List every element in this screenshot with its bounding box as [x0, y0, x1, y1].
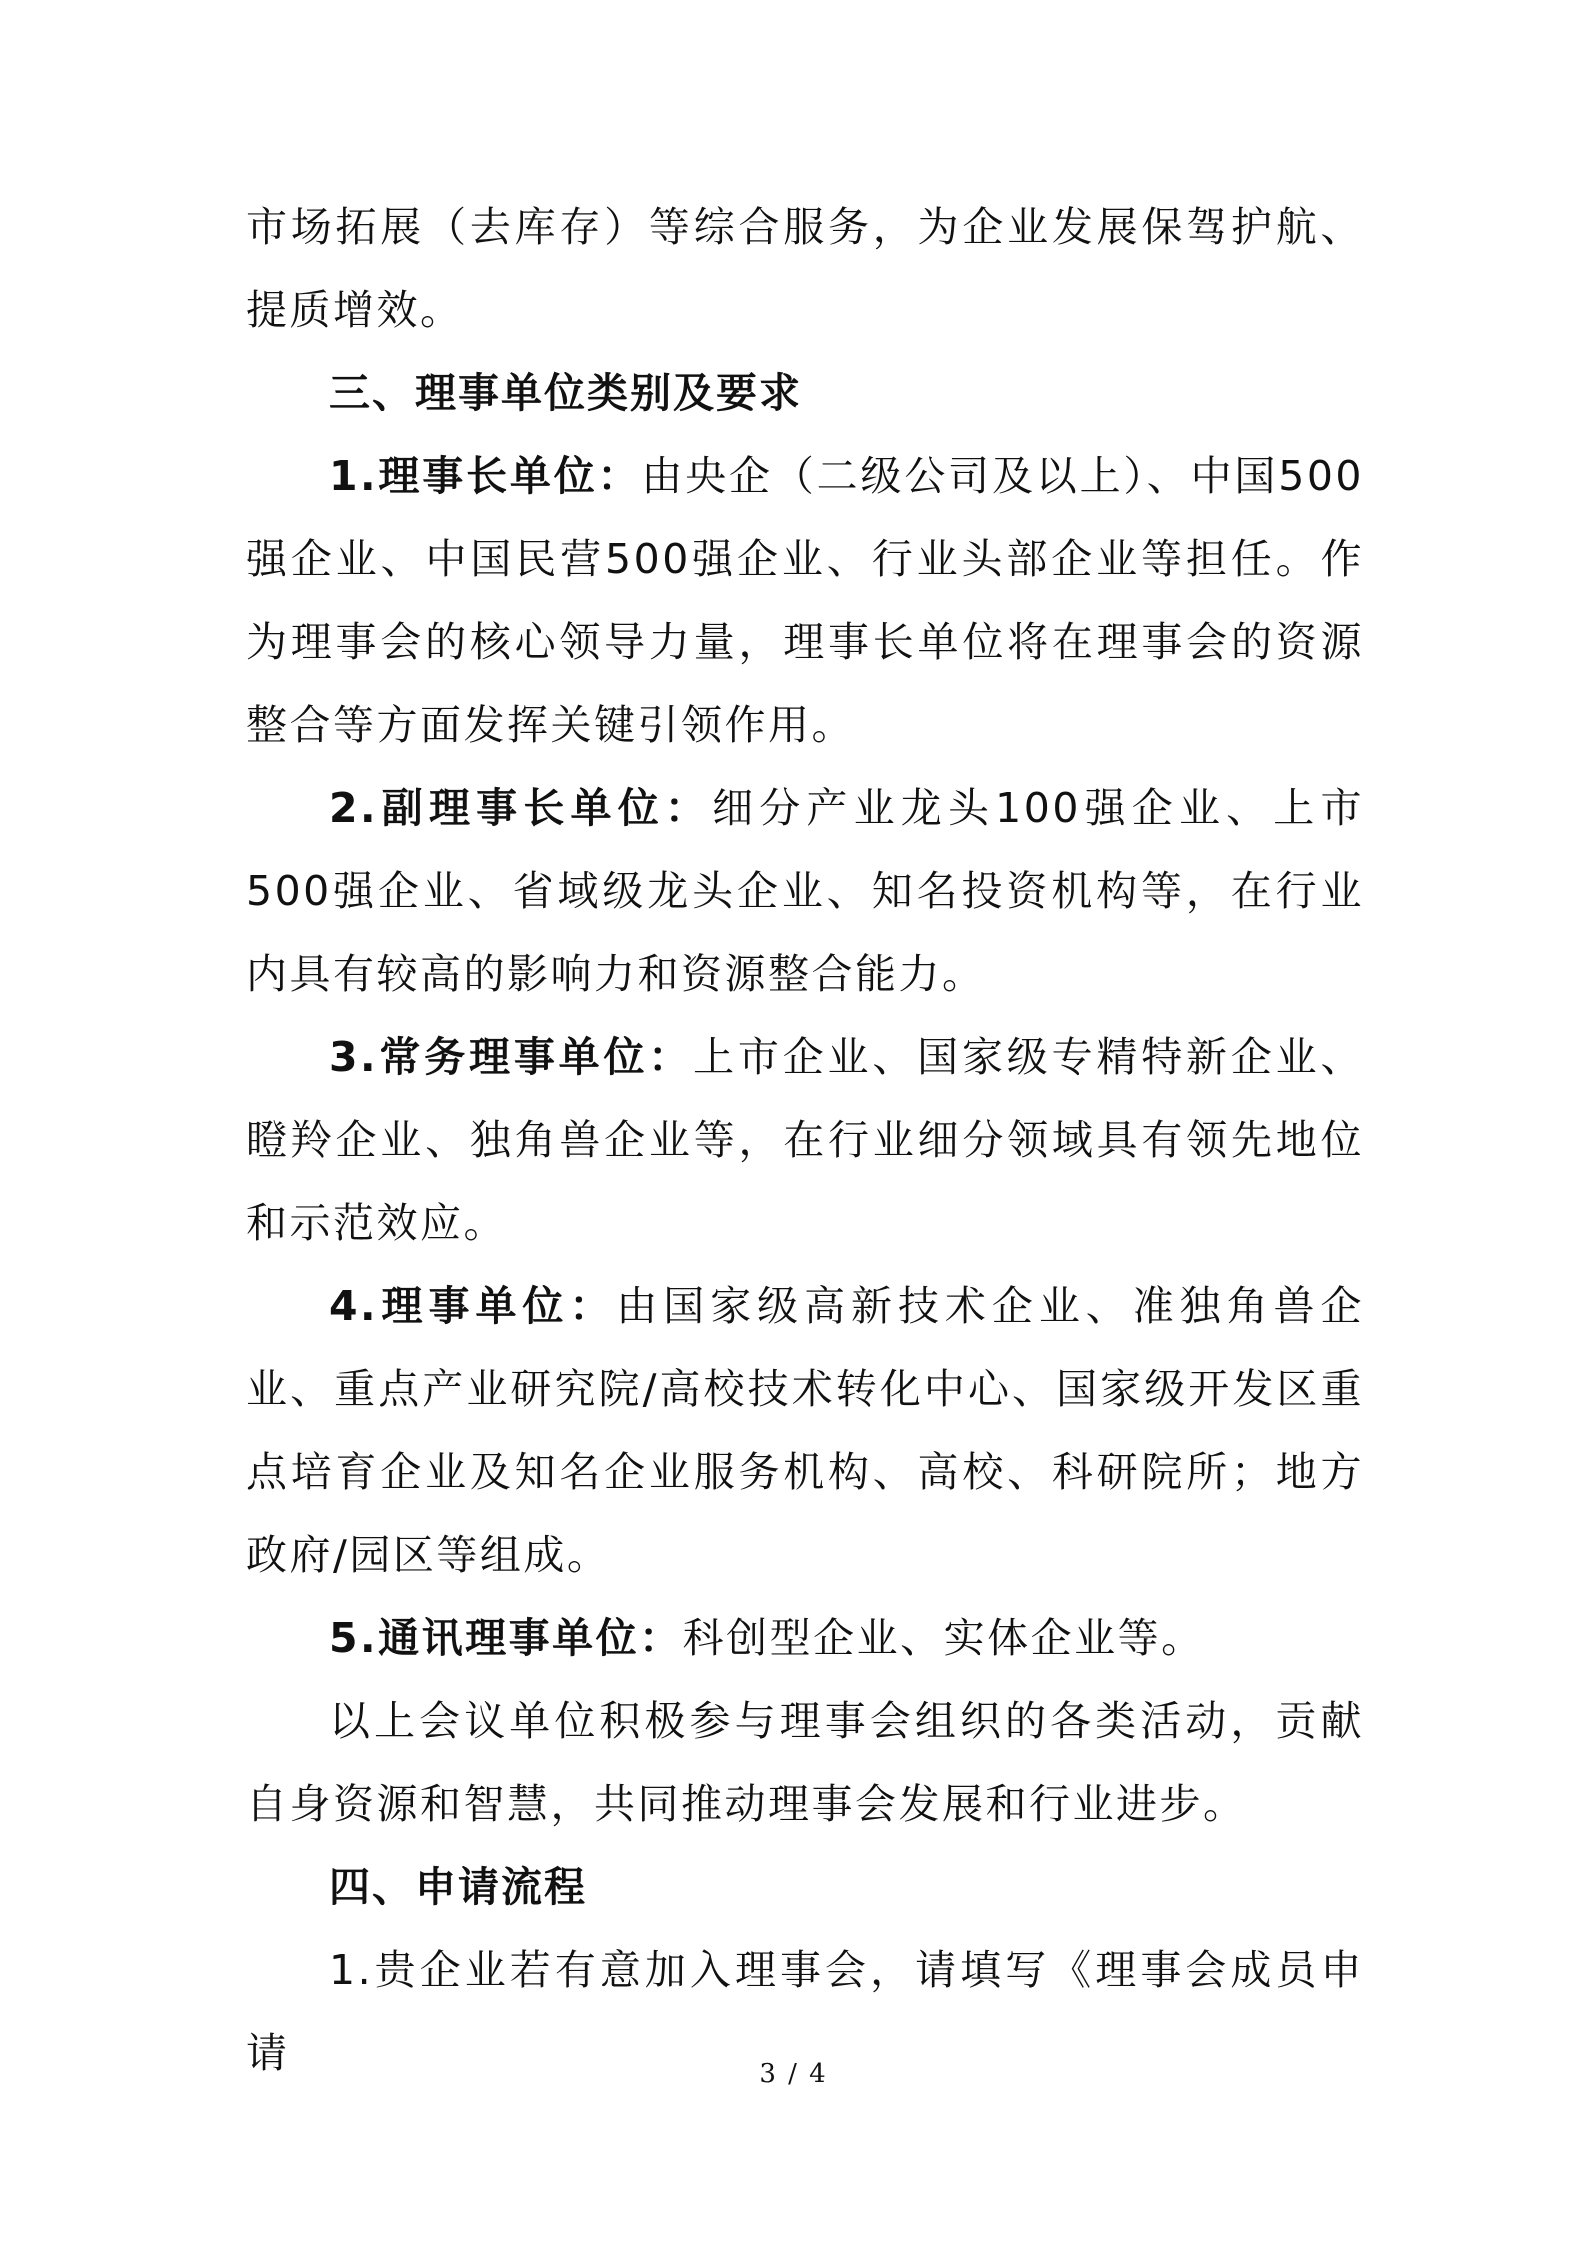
application-step-1-paragraph: 1.贵企业若有意加入理事会，请填写《理事会成员申请	[246, 1946, 1364, 2077]
category-description: 由央企（二级公司及以上）、中国500强企业、中国民营500强企业、行业头部企业等担任。作为理事会的核心领导力量，理事长单位将在理事会的资源整合等方面发挥关键引领作用。	[246, 452, 1364, 749]
category-label: 3.常务理事单位：	[329, 1033, 694, 1081]
category-description: 细分产业龙头100强企业、上市500强企业、省域级龙头企业、知名投资机构等，在行业内具有较高的影响力和资源整合能力。	[246, 784, 1364, 998]
category-label: 5.通讯理事单位：	[329, 1614, 683, 1662]
intro-continuation-paragraph: 市场拓展（去库存）等综合服务，为企业发展保驾护航、提质增效。	[246, 203, 1364, 334]
category-description: 由国家级高新技术企业、准独角兽企业、重点产业研究院/高校技术转化中心、国家级开发区重点培育企业及知名企业服务机构、高校、科研院所；地方政府/园区等组成。	[246, 1282, 1365, 1579]
category-correspondent-director-paragraph	[246, 1597, 1364, 1680]
document-body	[246, 186, 1364, 2095]
participation-summary-paragraph: 以上会议单位积极参与理事会组织的各类活动，贡献自身资源和智慧，共同推动理事会发展和行业进步。	[246, 1697, 1364, 1828]
category-chairman-paragraph	[246, 435, 1364, 767]
category-executive-director-paragraph	[246, 1016, 1364, 1265]
category-vice-chairman-paragraph	[246, 767, 1364, 1016]
category-label: 2.副理事长单位：	[329, 784, 713, 832]
category-label: 1.理事长单位：	[329, 452, 642, 500]
category-description: 上市企业、国家级专精特新企业、瞪羚企业、独角兽企业等，在行业细分领域具有领先地位和示范效应。	[246, 1033, 1364, 1247]
page-number: 3 / 4	[759, 2059, 828, 2089]
category-director-paragraph	[246, 1265, 1364, 1597]
section-heading-council-categories: 三、理事单位类别及要求	[329, 369, 802, 417]
section-heading-application-process: 四、申请流程	[329, 1863, 587, 1911]
category-label: 4.理事单位：	[329, 1282, 617, 1330]
category-description: 科创型企业、实体企业等。	[682, 1614, 1205, 1662]
